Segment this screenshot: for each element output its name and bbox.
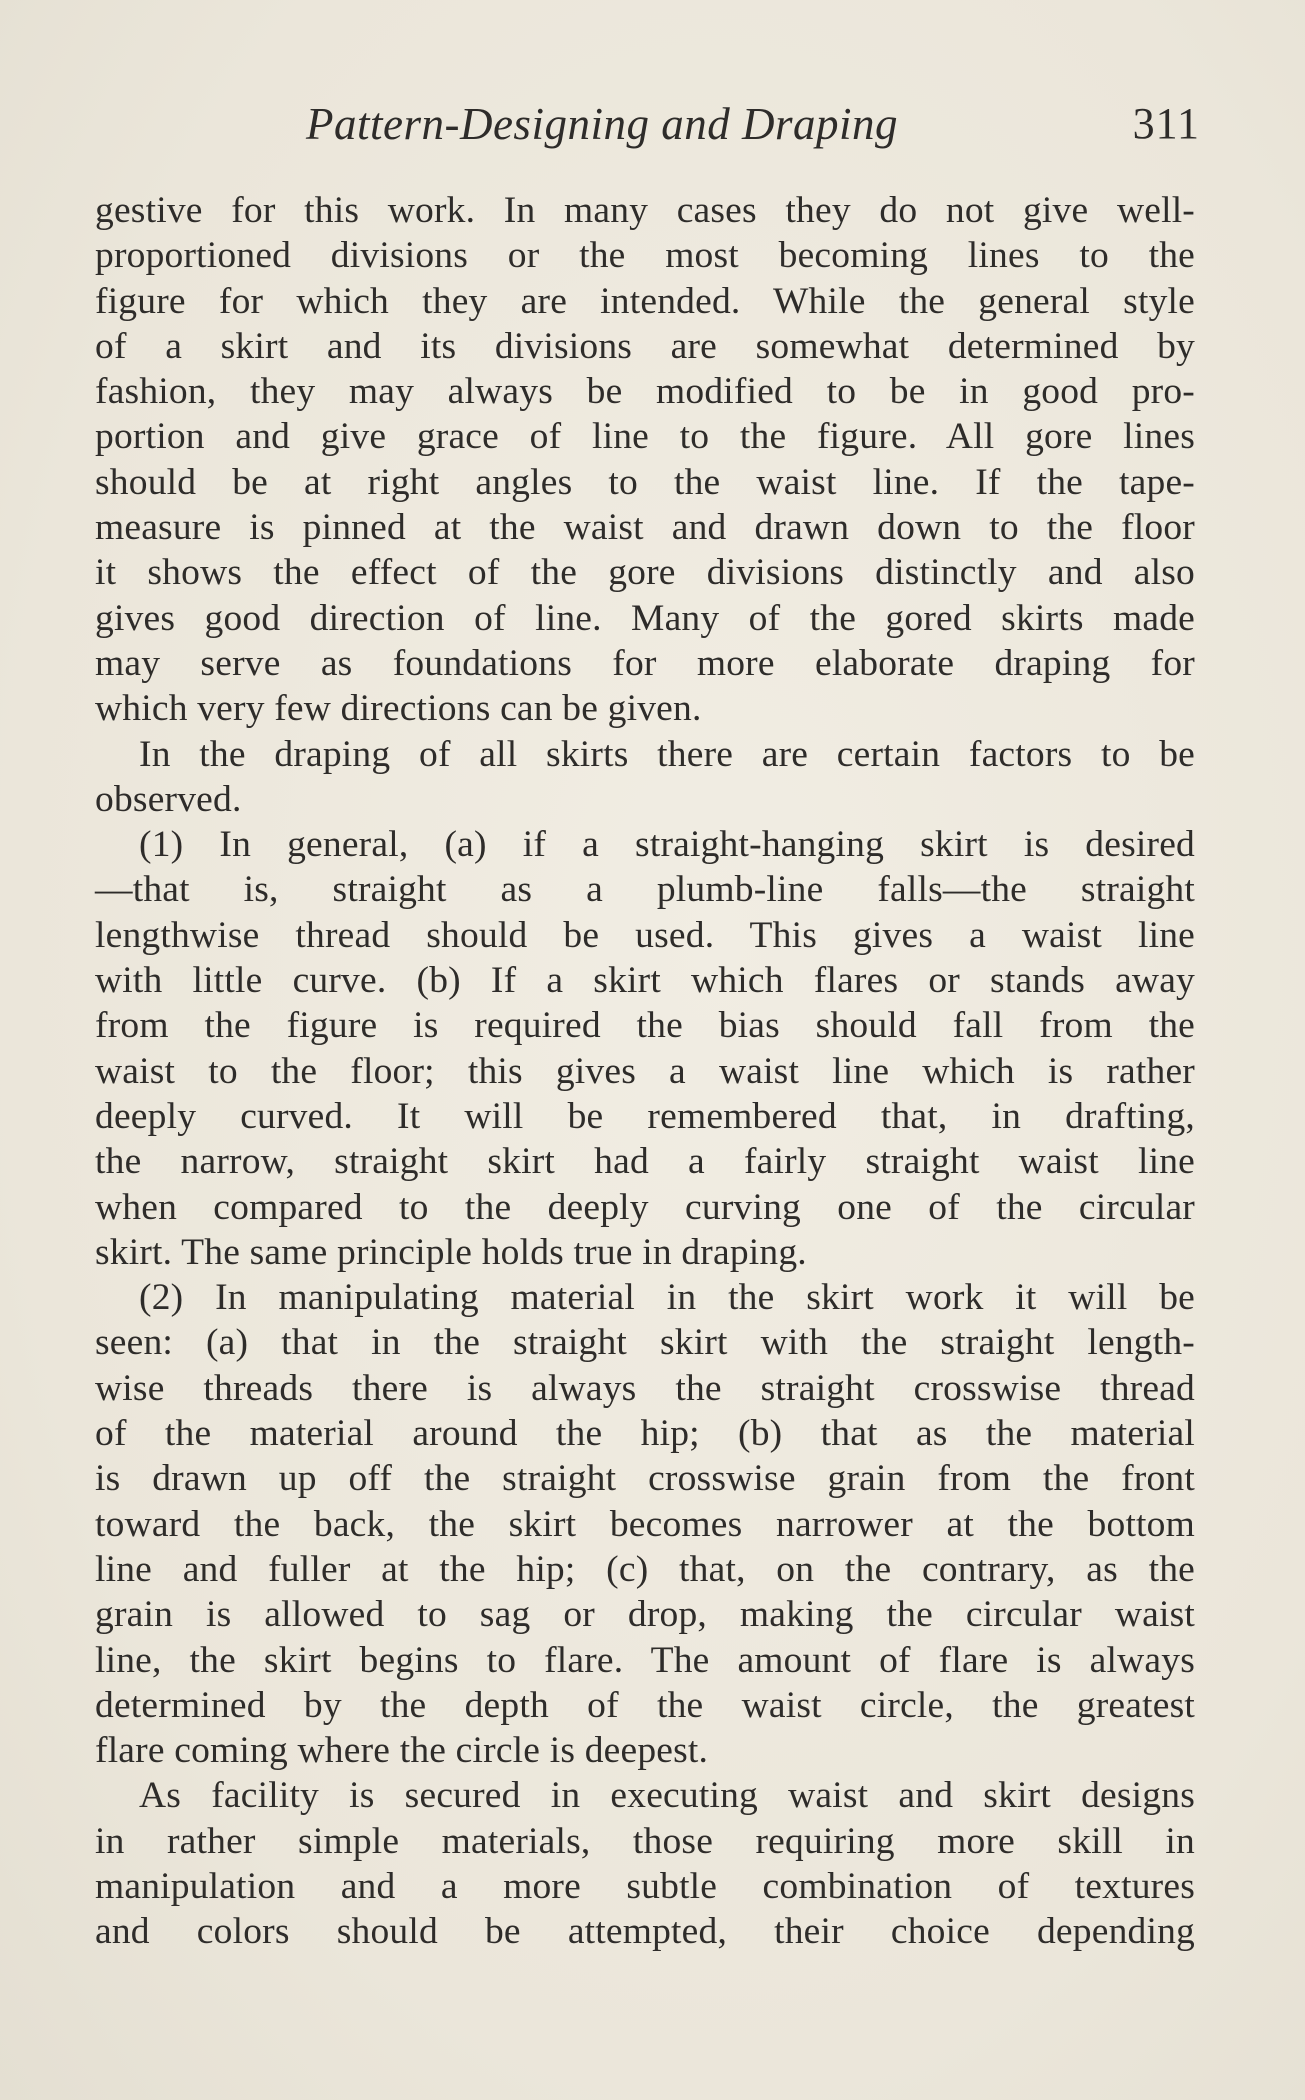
text-line: from the figure is required the bias should fall from the xyxy=(95,1005,1195,1047)
text-line: (1) In general, (a) if a straight-hanging skirt is desired xyxy=(139,824,1195,866)
text-line: fashion, they may always be modified to be in good pro- xyxy=(95,371,1195,413)
text-line: is drawn up off the straight crosswise grain from the front xyxy=(95,1458,1195,1500)
text-line: manipulation and a more subtle combination of textures xyxy=(95,1865,1195,1907)
text-line: determined by the depth of the waist circle, the greatest xyxy=(95,1684,1195,1726)
text-line: gives good direction of line. Many of the gored skirts made xyxy=(95,597,1195,639)
text-line: lengthwise thread should be used. This gives a waist line xyxy=(95,914,1195,956)
text-line: In the draping of all skirts there are certain factors to be xyxy=(139,733,1195,775)
text-line: measure is pinned at the waist and drawn down to the floor xyxy=(95,507,1195,549)
text-line: As facility is secured in executing waist and skirt designs xyxy=(139,1775,1195,1817)
text-line: wise threads there is always the straight crosswise thread xyxy=(95,1367,1195,1409)
text-line: seen: (a) that in the straight skirt with the straight length- xyxy=(95,1322,1195,1364)
text-line: and colors should be attempted, their choice depending xyxy=(95,1911,1195,1953)
text-line: (2) In manipulating material in the skirt work it will be xyxy=(139,1277,1195,1319)
text-line: flare coming where the circle is deepest. xyxy=(95,1730,709,1772)
text-line: grain is allowed to sag or drop, making the circular waist xyxy=(95,1594,1195,1636)
text-line: with little curve. (b) If a skirt which flares or stands away xyxy=(95,960,1195,1002)
text-line: waist to the floor; this gives a waist line which is rather xyxy=(95,1050,1195,1092)
text-line: observed. xyxy=(95,778,242,820)
text-line: toward the back, the skirt becomes narrower at the bottom xyxy=(95,1503,1195,1545)
text-line: skirt. The same principle holds true in draping. xyxy=(95,1231,807,1273)
text-line: in rather simple materials, those requiring more skill in xyxy=(95,1820,1195,1862)
page-header xyxy=(300,98,1200,158)
text-line: which very few directions can be given. xyxy=(95,688,702,730)
text-line: gestive for this work. In many cases they do not give well- xyxy=(95,190,1195,231)
text-line: it shows the effect of the gore divisions distinctly and also xyxy=(95,552,1195,594)
text-line: line, the skirt begins to flare. The amount of flare is always xyxy=(95,1639,1195,1681)
text-line: portion and give grace of line to the figure. All gore lines xyxy=(95,416,1195,458)
text-line: should be at right angles to the waist line. If the tape- xyxy=(95,461,1195,503)
text-line: of the material around the hip; (b) that as the material xyxy=(95,1413,1195,1455)
text-line: figure for which they are intended. While the general style xyxy=(95,280,1195,322)
text-line: of a skirt and its divisions are somewhat determined by xyxy=(95,325,1195,367)
text-line: proportioned divisions or the most becoming lines to the xyxy=(95,235,1195,277)
text-line: line and fuller at the hip; (c) that, on the contrary, as the xyxy=(95,1548,1195,1590)
body-text xyxy=(95,188,1195,1955)
running-title: Pattern-Designing and Draping xyxy=(306,99,898,149)
page-number: 311 xyxy=(1132,99,1200,148)
text-line: —that is, straight as a plumb-line falls—the straight xyxy=(95,869,1195,911)
text-line: when compared to the deeply curving one of the circular xyxy=(95,1186,1195,1228)
text-line: may serve as foundations for more elaborate draping for xyxy=(95,642,1195,684)
text-line: deeply curved. It will be remembered that, in drafting, xyxy=(95,1095,1195,1137)
text-line: the narrow, straight skirt had a fairly straight waist line xyxy=(95,1141,1195,1183)
